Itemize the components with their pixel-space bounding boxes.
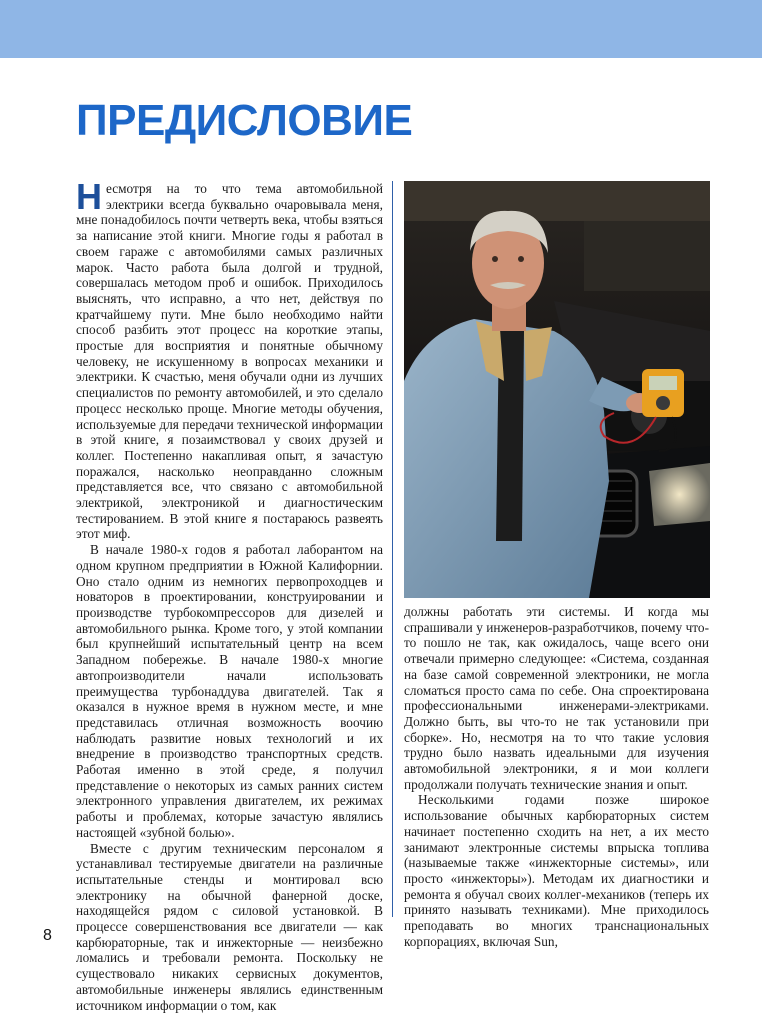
paragraph-text: есмотря на то что тема автомобильной электрики всегда буквально очаровывала меня, мне понадобилось почти четверть века, чтобы взяться за написание этой книги. Многие годы я работал в своем гараже с автомобилями самых различных марок. Часто работа была долгой и трудной, совершалась методом проб и ошибок. Приходилось выяснять, что исправно, а что нет, действуя по кратчайшему пути. Мне было необходимо найти способ разбить этот процесс на короткие этапы, простые для восприятия и понятные обычному человеку, не искушенному в вопросах механики и электрики. К счастью, меня обучали одни из лучших специалистов по ремонту автомобилей, и это сделало процесс несколько проще. Многие методы обучения, используемые для передачи технической информации в этой книге, я позаимствовал у своих друзей и коллег. Постепенно накапливая опыт, я зачастую поражался, насколько неоправданно сложным представляется все, что связано с автомобильной электрикой, электроникой и диагностическим тестированием. В этой книге я постараюсь развеять этот миф. bbox=[76, 181, 383, 542]
drop-cap: Н bbox=[76, 176, 102, 217]
text-column-right bbox=[404, 604, 709, 949]
paragraph: В начале 1980-х годов я работал лаборантом на одном крупном предприятии в Южной Калифорнии. Оно стало одним из немногих первопроходцев и новаторов в проектировании, конструировании и производстве турбокомпрессоров для дизелей и автомобильного рынка. Кроме того, у этой компании был крупнейший испытательный центр на всем Западном побережье. В начале 1980-х многие автопроизводители начали использовать преимущества турбонаддува двигателей. Так я оказался в нужное время в нужном месте, и мне представилась отличная возможность воочию наблюдать развитие новых технологий и их внедрение в производство транспортных средств. Работая именно в этой среде, я получил представление о некоторых из самых ранних систем электронного управления двигателем, их режимах работы и проблемах, которые зачастую являлись настоящей «зубной болью». bbox=[76, 542, 383, 840]
page-title: ПРЕДИСЛОВИЕ bbox=[76, 96, 413, 145]
header-band bbox=[0, 0, 762, 58]
author-photo bbox=[404, 181, 710, 598]
paragraph: Вместе с другим техническим персоналом я устанавливал тестируемые двигатели на различные испытательные стенды и монтировал всю электронику на обычной фанерной доске, находящейся рядом с силовой установкой. В процессе совершенствования все двигатели — как карбюраторные, так и инжекторные — неизбежно ломались и требовали ремонта. Поскольку не существовало никаких сервисных документов, автомобильные инженеры являлись единственным источником информации о том, как bbox=[76, 840, 383, 1013]
page-number: 8 bbox=[43, 927, 52, 944]
text-column-left bbox=[76, 176, 383, 1013]
paragraph bbox=[76, 176, 383, 542]
paragraph: Несколькими годами позже широкое использование обычных карбюраторных систем начинает постепенно сходить на нет, а их место занимают электронные системы впрыска топлива (называемые также «инжекторные системы», или просто «инжекторы»). Методам их диагностики и ремонта я обучал своих коллег-механиков (теперь их принято называть техниками). Мне приходилось преподавать во многих транснациональных корпорациях, включая Sun, bbox=[404, 792, 709, 949]
column-divider bbox=[392, 181, 393, 917]
paragraph: должны работать эти системы. И когда мы спрашивали у инженеров-разработчиков, почему что-то пошло не так, как ожидалось, чаще всего они отвечали примерно следующее: «Система, созданная на базе самой современной электроники, не могла сломаться просто сама по себе. Она спроектирована профессиональными инженерами-электриками. Должно быть, вы что-то не так установили при сборке». Но, несмотря на то что такие условия трудно было назвать идеальными для изучения автомобильной электроники, я и мои коллеги продолжали получать технические знания и опыт. bbox=[404, 604, 709, 792]
